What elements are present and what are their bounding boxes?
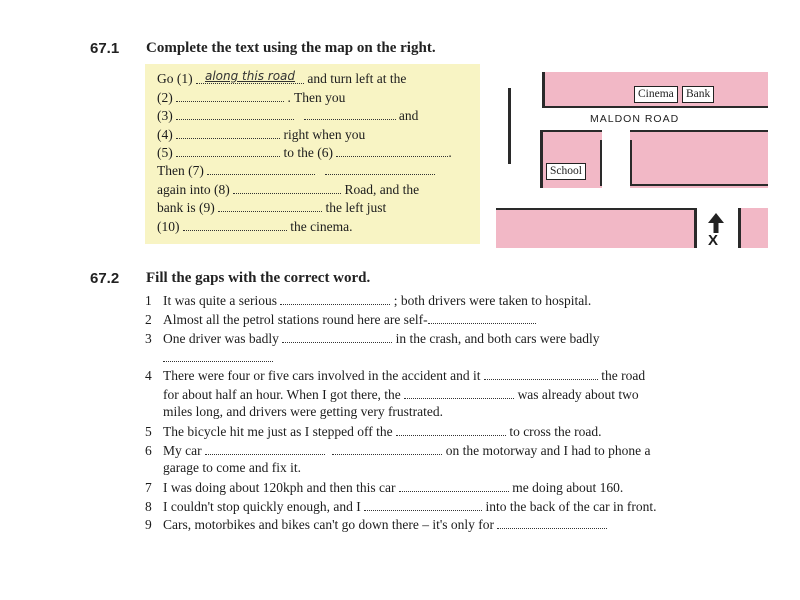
map-label-school: School bbox=[546, 163, 586, 180]
question-3-cont bbox=[163, 348, 273, 368]
ex1-line-1: Go (1) along this road and turn left at the bbox=[157, 69, 407, 86]
map-wall bbox=[630, 130, 768, 132]
map-label-cinema: Cinema bbox=[634, 86, 678, 103]
map-wall-left-top bbox=[508, 88, 511, 164]
map-block-bottom-right bbox=[738, 208, 768, 248]
q1-gap[interactable] bbox=[280, 291, 390, 305]
map-wall bbox=[630, 140, 632, 186]
q7-gap[interactable] bbox=[399, 478, 509, 492]
q6-gap-2[interactable] bbox=[332, 441, 442, 455]
map-wall bbox=[694, 208, 697, 248]
ex1-line-8: bank is (9) the left just bbox=[157, 200, 387, 215]
map-wall bbox=[540, 130, 602, 132]
handwritten-answer: along this road bbox=[204, 69, 296, 83]
ex1-line-4: (4) right when you bbox=[157, 127, 366, 142]
up-arrow-icon bbox=[706, 212, 726, 234]
map-wall bbox=[542, 106, 768, 108]
question-6-cont: garage to come and fix it. bbox=[163, 460, 301, 475]
map-wall bbox=[600, 140, 602, 186]
map-block-bottom bbox=[496, 208, 696, 248]
question-2: 2 Almost all the petrol stations round here are self- bbox=[145, 310, 536, 330]
q9-gap[interactable] bbox=[497, 515, 607, 529]
q3-gap[interactable] bbox=[282, 329, 392, 343]
ex1-line-5: (5) to the (6) . bbox=[157, 145, 452, 160]
question-3: 3 One driver was badly in the crash, and both cars were badly bbox=[145, 331, 600, 346]
map-block-middle-right bbox=[630, 130, 768, 188]
gap-6[interactable] bbox=[336, 143, 448, 157]
map-wall bbox=[540, 130, 543, 188]
question-4: 4 There were four or five cars involved in the accident and it the road bbox=[145, 368, 646, 383]
exercise-number-67-1: 67.1 bbox=[90, 40, 120, 57]
gap-8[interactable] bbox=[233, 180, 341, 194]
q3-gap-2[interactable] bbox=[163, 348, 273, 362]
gap-7b[interactable] bbox=[325, 161, 435, 175]
question-9: 9 Cars, motorbikes and bikes can't go down there – it's only for bbox=[145, 515, 607, 535]
question-4-cont-1: for about half an hour. When I got there, the was already about two bbox=[163, 387, 639, 402]
q8-gap[interactable] bbox=[364, 497, 482, 511]
gap-7[interactable] bbox=[207, 161, 315, 175]
ex1-line-2: (2) . Then you bbox=[157, 90, 346, 105]
map-wall bbox=[496, 208, 696, 210]
map-wall bbox=[632, 184, 768, 186]
start-marker-x: X bbox=[708, 232, 719, 249]
gap-2[interactable] bbox=[176, 88, 284, 102]
question-4-cont-2: miles long, and drivers were getting very frustrated. bbox=[163, 404, 444, 419]
q4-gap[interactable] bbox=[484, 366, 598, 380]
map-label-bank: Bank bbox=[682, 86, 714, 103]
exercise-title-67-2: Fill the gaps with the correct word. bbox=[146, 270, 371, 286]
street-map bbox=[486, 62, 768, 252]
ex1-line-6: Then (7) bbox=[157, 161, 435, 180]
gap-1[interactable] bbox=[196, 70, 304, 84]
ex1-line-3: (3) and bbox=[157, 108, 419, 123]
map-wall bbox=[542, 72, 545, 108]
question-1: 1 It was quite a serious ; both drivers were taken to hospital. bbox=[145, 293, 592, 308]
q4-gap-2[interactable] bbox=[404, 385, 514, 399]
gap-9[interactable] bbox=[218, 198, 322, 212]
exercise-title-67-1: Complete the text using the map on the right. bbox=[146, 40, 436, 56]
q2-gap[interactable] bbox=[428, 310, 536, 324]
gap-3b[interactable] bbox=[304, 106, 396, 120]
gap-10[interactable] bbox=[183, 217, 287, 231]
map-wall bbox=[738, 208, 741, 248]
ex1-line-9: (10) the cinema. bbox=[157, 219, 353, 234]
map-road-name: MALDON ROAD bbox=[590, 113, 680, 125]
question-6: 6 My car on the motorway and I had to phone a bbox=[145, 443, 651, 458]
ex1-line-7: again into (8) Road, and the bbox=[157, 182, 420, 197]
exercise-67-1-box bbox=[145, 64, 480, 244]
gap-5[interactable] bbox=[176, 143, 280, 157]
question-5: 5 The bicycle hit me just as I stepped off the to cross the road. bbox=[145, 424, 602, 439]
q5-gap[interactable] bbox=[396, 422, 506, 436]
q6-gap[interactable] bbox=[205, 441, 325, 455]
gap-3[interactable] bbox=[176, 106, 294, 120]
question-8: 8 I couldn't stop quickly enough, and I into the back of the car in front. bbox=[145, 499, 657, 514]
question-7: 7 I was doing about 120kph and then this car me doing about 160. bbox=[145, 480, 624, 495]
exercise-number-67-2: 67.2 bbox=[90, 270, 120, 287]
gap-4[interactable] bbox=[176, 125, 280, 139]
